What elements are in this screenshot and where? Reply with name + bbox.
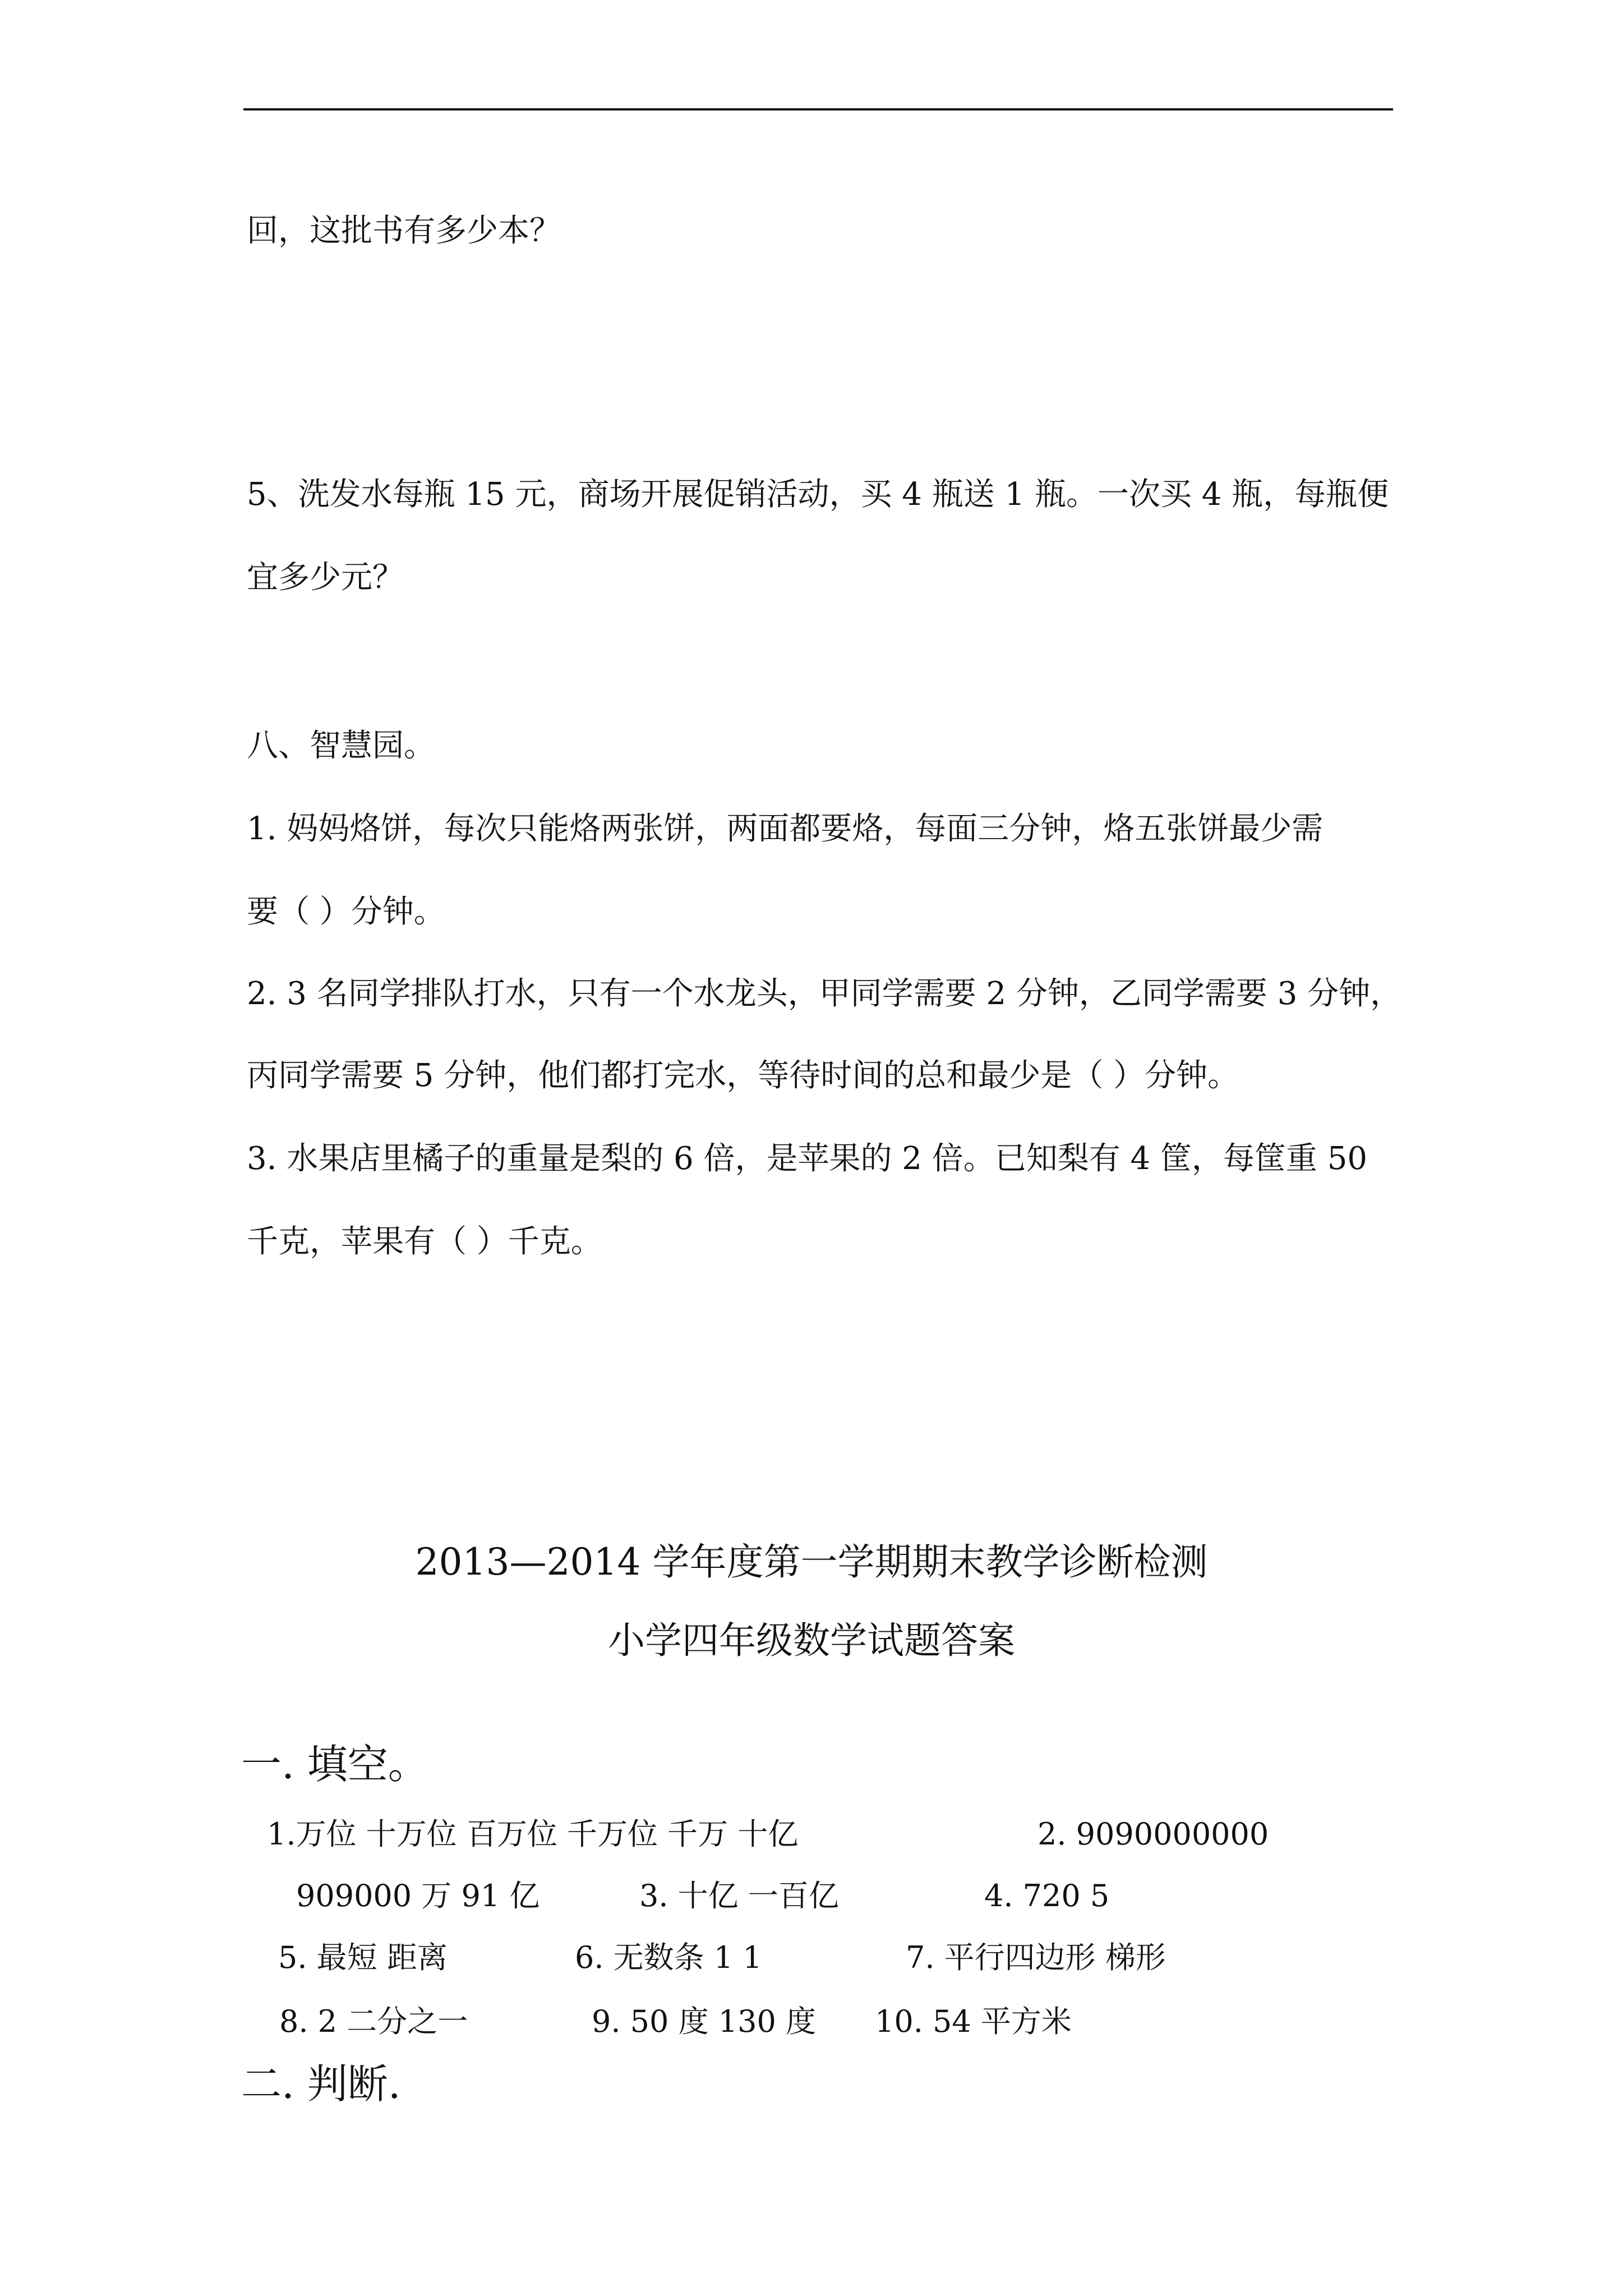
answer-9: 9. 50 度 130 度 bbox=[592, 2004, 816, 2039]
section-8-question-2-line-2: 丙同学需要 5 分钟，他们都打完水，等待时间的总和最少是（ ）分钟。 bbox=[247, 1057, 1239, 1094]
answer-2-continued: 909000 万 91 亿 bbox=[296, 1878, 540, 1913]
answer-title-line-1: 2013—2014 学年度第一学期期末教学诊断检测 bbox=[415, 1540, 1208, 1584]
answer-7: 7. 平行四边形 梯形 bbox=[906, 1940, 1166, 1975]
answer-6: 6. 无数条 1 1 bbox=[575, 1940, 762, 1975]
section-8-question-1-line-2: 要（ ）分钟。 bbox=[247, 894, 445, 930]
question-5-line-1: 5、洗发水每瓶 15 元，商场开展促销活动，买 4 瓶送 1 瓶。一次买 4 瓶，每瓶便 bbox=[247, 476, 1389, 513]
answer-title-line-2: 小学四年级数学试题答案 bbox=[608, 1619, 1015, 1662]
section-8-question-1-line-1: 1. 妈妈烙饼，每次只能烙两张饼，两面都要烙，每面三分钟，烙五张饼最少需 bbox=[247, 811, 1324, 847]
question-4-continuation: 回，这批书有多少本？ bbox=[247, 213, 561, 249]
section-8-question-2-line-1: 2. 3 名同学排队打水，只有一个水龙头，甲同学需要 2 分钟，乙同学需要 3 分钟， bbox=[247, 976, 1402, 1012]
answer-1: 1.万位 十万位 百万位 千万位 千万 十亿 bbox=[267, 1816, 799, 1852]
section-8-question-3-line-2: 千克，苹果有（ ）千克。 bbox=[247, 1223, 602, 1260]
answer-4: 4. 720 5 bbox=[984, 1878, 1110, 1913]
question-5-line-2: 宜多少元？ bbox=[247, 559, 404, 596]
answer-10: 10. 54 平方米 bbox=[875, 2004, 1072, 2039]
answer-section-1-title: 一. 填空。 bbox=[241, 1741, 428, 1788]
section-8-title: 八、智慧园。 bbox=[247, 728, 435, 764]
header-rule bbox=[243, 108, 1393, 111]
answer-2: 2. 9090000000 bbox=[1038, 1816, 1269, 1852]
answer-8: 8. 2 二分之一 bbox=[279, 2004, 468, 2039]
answer-3: 3. 十亿 一百亿 bbox=[639, 1878, 839, 1913]
section-8-question-3-line-1: 3. 水果店里橘子的重量是梨的 6 倍，是苹果的 2 倍。已知梨有 4 筐，每筐重 50 bbox=[247, 1140, 1367, 1177]
answer-5: 5. 最短 距离 bbox=[278, 1940, 448, 1975]
answer-section-2-title: 二. 判断. bbox=[241, 2060, 401, 2108]
